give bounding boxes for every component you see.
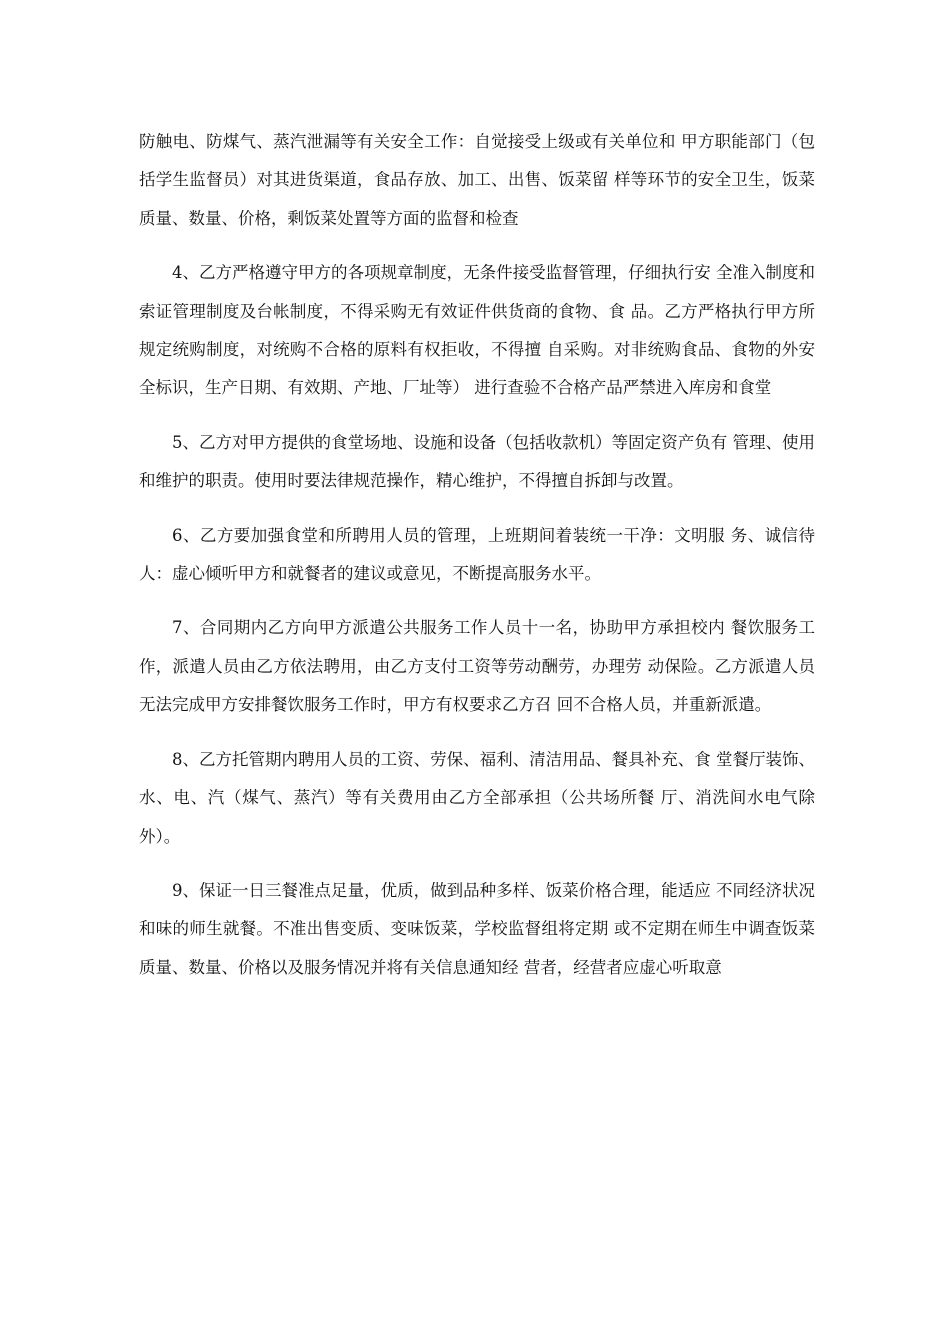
paragraph-clause-4: 4、乙方严格遵守甲方的各项规章制度，无条件接受监督管理，仔细执行安 全准入制度和索证管理制度及台帐制度，不得采购无有效证件供货商的食物、食 品。乙方严格执行甲方所规定统购制度，对统购不合格的原料有权拒收，不得擅 自采购。对非统购食品、食物的外安全标识，生产日期、有效期、产地、厂址等） 进行查验不合格产品严禁进入库房和食堂	[139, 263, 815, 398]
document-body	[139, 123, 815, 1003]
paragraph-clause-9: 9、保证一日三餐准点足量，优质，做到品种多样、饭菜价格合理，能适应 不同经济状况和味的师生就餐。不准出售变质、变味饭菜，学校监督组将定期 或不定期在师生中调查饭菜质量、数量、价格以及服务情况并将有关信息通知经 营者，经营者应虚心听取意	[139, 880, 815, 977]
paragraph-continued: 防触电、防煤气、蒸汽泄漏等有关安全工作：自觉接受上级或有关单位和 甲方职能部门（包括学生监督员）对其进货渠道，食品存放、加工、出售、饭菜留 样等环节的安全卫生，饭菜质量、数量、价格，剩饭菜处置等方面的监督和检查	[139, 132, 815, 228]
paragraph-clause-7: 7、合同期内乙方向甲方派遣公共服务工作人员十一名，协助甲方承担校内 餐饮服务工作，派遣人员由乙方依法聘用，由乙方支付工资等劳动酬劳，办理劳 动保险。乙方派遣人员无法完成甲方安排餐饮服务工作时，甲方有权要求乙方召 回不合格人员，并重新派遣。	[139, 618, 815, 715]
paragraph-clause-5: 5、乙方对甲方提供的食堂场地、设施和设备（包括收款机）等固定资产负有 管理、使用和维护的职责。使用时要法律规范操作，精心维护，不得擅自拆卸与改置。	[139, 432, 815, 491]
paragraph-clause-8: 8、乙方托管期内聘用人员的工资、劳保、福利、清洁用品、餐具补充、食 堂餐厅装饰、水、电、汽（煤气、蒸汽）等有关费用由乙方全部承担（公共场所餐 厅、消洗间水电气除外）。	[139, 749, 815, 846]
paragraph-clause-6: 6、乙方要加强食堂和所聘用人员的管理，上班期间着装统一干净：文明服 务、诚信待人：虚心倾听甲方和就餐者的建议或意见，不断提高服务水平。	[139, 525, 815, 584]
